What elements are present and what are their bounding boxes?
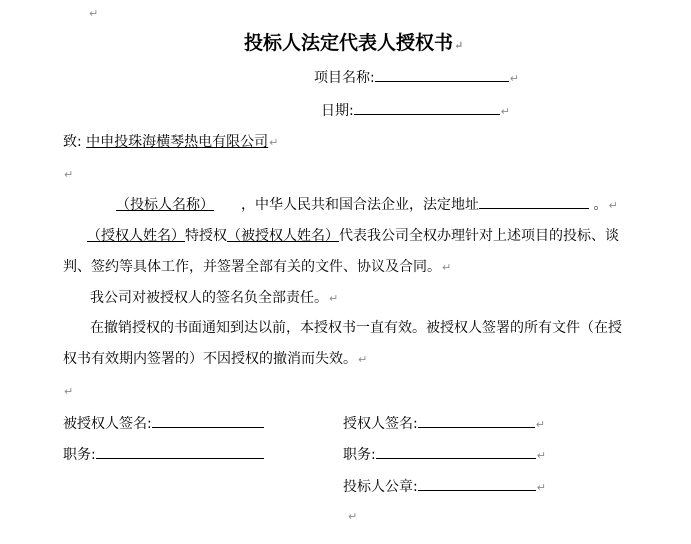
authorization-paragraph-line2 <box>63 258 451 277</box>
authorizer-sign-blank[interactable] <box>418 413 535 428</box>
paragraph-mark: ↵ <box>454 39 464 52</box>
paragraph-mark: ↵ <box>358 353 368 366</box>
validity-paragraph-line2 <box>63 350 367 369</box>
recipient-row <box>63 133 278 152</box>
para2-line2: 判、签约等具体工作，并签署全部有关的文件、协议及合同。 <box>63 259 441 275</box>
para1-text: ，中华人民共和国合法企业，法定地址 <box>241 197 479 213</box>
bidder-seal-blank[interactable] <box>418 476 536 491</box>
position-row-right <box>343 444 546 465</box>
para1-end: 。 <box>593 197 608 213</box>
bidder-name-text: （投标人名称） <box>116 197 214 213</box>
para4-line2: 权书有效期内签署的）不因授权的撤消而失效。 <box>63 351 357 367</box>
paragraph-mark: ↵ <box>348 510 358 523</box>
document-title <box>244 31 463 58</box>
authorization-paragraph <box>87 227 619 245</box>
date-label: 日期: <box>321 103 354 119</box>
legal-address-blank[interactable] <box>479 194 589 209</box>
paragraph-mark: ↵ <box>535 418 545 431</box>
project-name-row <box>314 67 519 88</box>
bidder-paragraph <box>87 194 618 215</box>
paragraph-mark: ↵ <box>64 385 74 398</box>
authorizer-sign-label: 授权人签名: <box>343 416 418 432</box>
to-prefix: 致: <box>63 134 82 150</box>
paragraph-mark: ↵ <box>269 136 279 149</box>
position-row-left <box>63 444 264 464</box>
authorize-word: 特授权 <box>185 228 227 244</box>
para2-rest: 代表我公司全权办理针对上述项目的投标、谈 <box>339 228 619 244</box>
position-blank-right[interactable] <box>376 444 536 459</box>
date-row <box>321 100 510 121</box>
para4-line1: 在撤销授权的书面通知到达以前，本授权书一直有效。被授权人签署的所有文件（在授 <box>90 320 622 336</box>
paragraph-mark: ↵ <box>509 72 519 85</box>
paragraph-mark: ↵ <box>442 261 452 274</box>
project-name-blank[interactable] <box>375 67 509 82</box>
validity-paragraph <box>90 319 622 337</box>
paragraph-mark: ↵ <box>64 168 74 181</box>
paragraph-mark: ↵ <box>536 481 546 494</box>
paragraph-mark: ↵ <box>500 105 510 118</box>
para3-text: 我公司对被授权人的签名负全部责任。 <box>90 290 328 306</box>
authorizee-sign-blank[interactable] <box>152 413 264 428</box>
responsibility-paragraph <box>90 289 338 308</box>
authorizee-name[interactable]: （被授权人姓名） <box>227 228 339 244</box>
seal-row <box>343 476 546 497</box>
paragraph-mark: ↵ <box>89 7 99 20</box>
bidder-name-placeholder[interactable] <box>87 197 241 213</box>
date-blank[interactable] <box>354 100 500 115</box>
paragraph-mark: ↵ <box>608 199 618 212</box>
position-blank-left[interactable] <box>96 444 264 459</box>
position-label-left: 职务: <box>63 447 96 463</box>
authorizer-sign-row <box>343 413 545 434</box>
recipient-name: 中申投珠海横琴热电有限公司 <box>86 134 269 150</box>
paragraph-mark: ↵ <box>536 449 546 462</box>
title-text: 投标人法定代表人授权书 <box>244 32 454 54</box>
authorizee-sign-row <box>63 413 264 433</box>
bidder-seal-label: 投标人公章: <box>343 479 418 495</box>
paragraph-mark: ↵ <box>329 292 339 305</box>
authorizer-name[interactable]: （授权人姓名） <box>87 228 185 244</box>
position-label-right: 职务: <box>343 447 376 463</box>
authorizee-sign-label: 被授权人签名: <box>63 416 152 432</box>
project-name-label: 项目名称: <box>314 70 375 86</box>
